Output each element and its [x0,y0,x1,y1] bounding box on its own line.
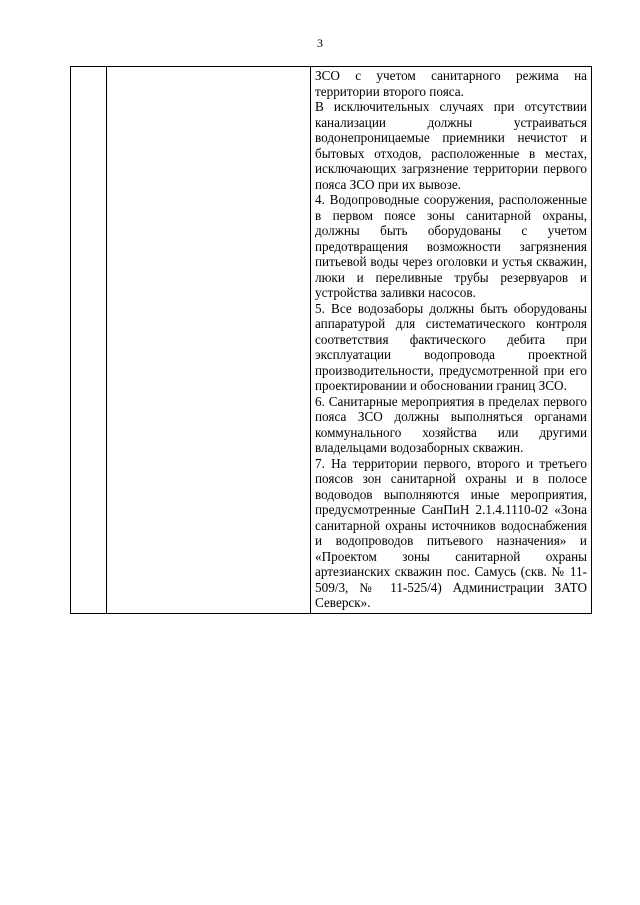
measures-paragraph: В исключительных случаях при отсутствии канализации должны устраиваться водонепроницаемые приемники нечистот и бытовых отходов, расположенные в местах, исключающих загрязнение территории первого пояса ЗСО при их вывозе. [315,99,587,192]
measures-paragraph: ЗСО с учетом санитарного режима на территории второго пояса. [315,68,587,99]
table-cell-object [107,67,311,614]
table-cell-number [71,67,107,614]
measures-text [311,67,591,613]
document-table [70,66,592,614]
page-number: 3 [317,36,323,50]
measures-paragraph: 4. Водопроводные сооружения, расположенные в первом поясе зоны санитарной охраны, должны быть оборудованы с учетом предотвращения возможности загрязнения питьевой воды через оголовки и устья скважин, люки и переливные трубы резервуаров и устройства заливки насосов. [315,192,587,300]
table-cell-measures [311,67,592,614]
measures-paragraph: 5. Все водозаборы должны быть оборудованы аппаратурой для систематического контроля соответствия фактического дебита при эксплуатации водопровода проектной производительности, предусмотренной при его проектировании и обосновании границ ЗСО. [315,300,587,393]
table-row [71,67,592,614]
measures-paragraph: 6. Санитарные мероприятия в пределах первого пояса ЗСО должны выполняться органами коммунального хозяйства или другими владельцами водозаборных скважин. [315,393,587,455]
measures-paragraph: 7. На территории первого, второго и третьего поясов зон санитарной охраны и в полосе водоводов выполняются иные мероприятия, предусмотренные СанПиН 2.1.4.1110-02 «Зона санитарной охраны источников водоснабжения и водопроводов питьевого назначения» и «Проектом зоны санитарной охраны артезианских скважин пос. Самусь (скв. № 11-509/3, № 11-525/4) Администрации ЗАТО Северск». [315,455,587,610]
